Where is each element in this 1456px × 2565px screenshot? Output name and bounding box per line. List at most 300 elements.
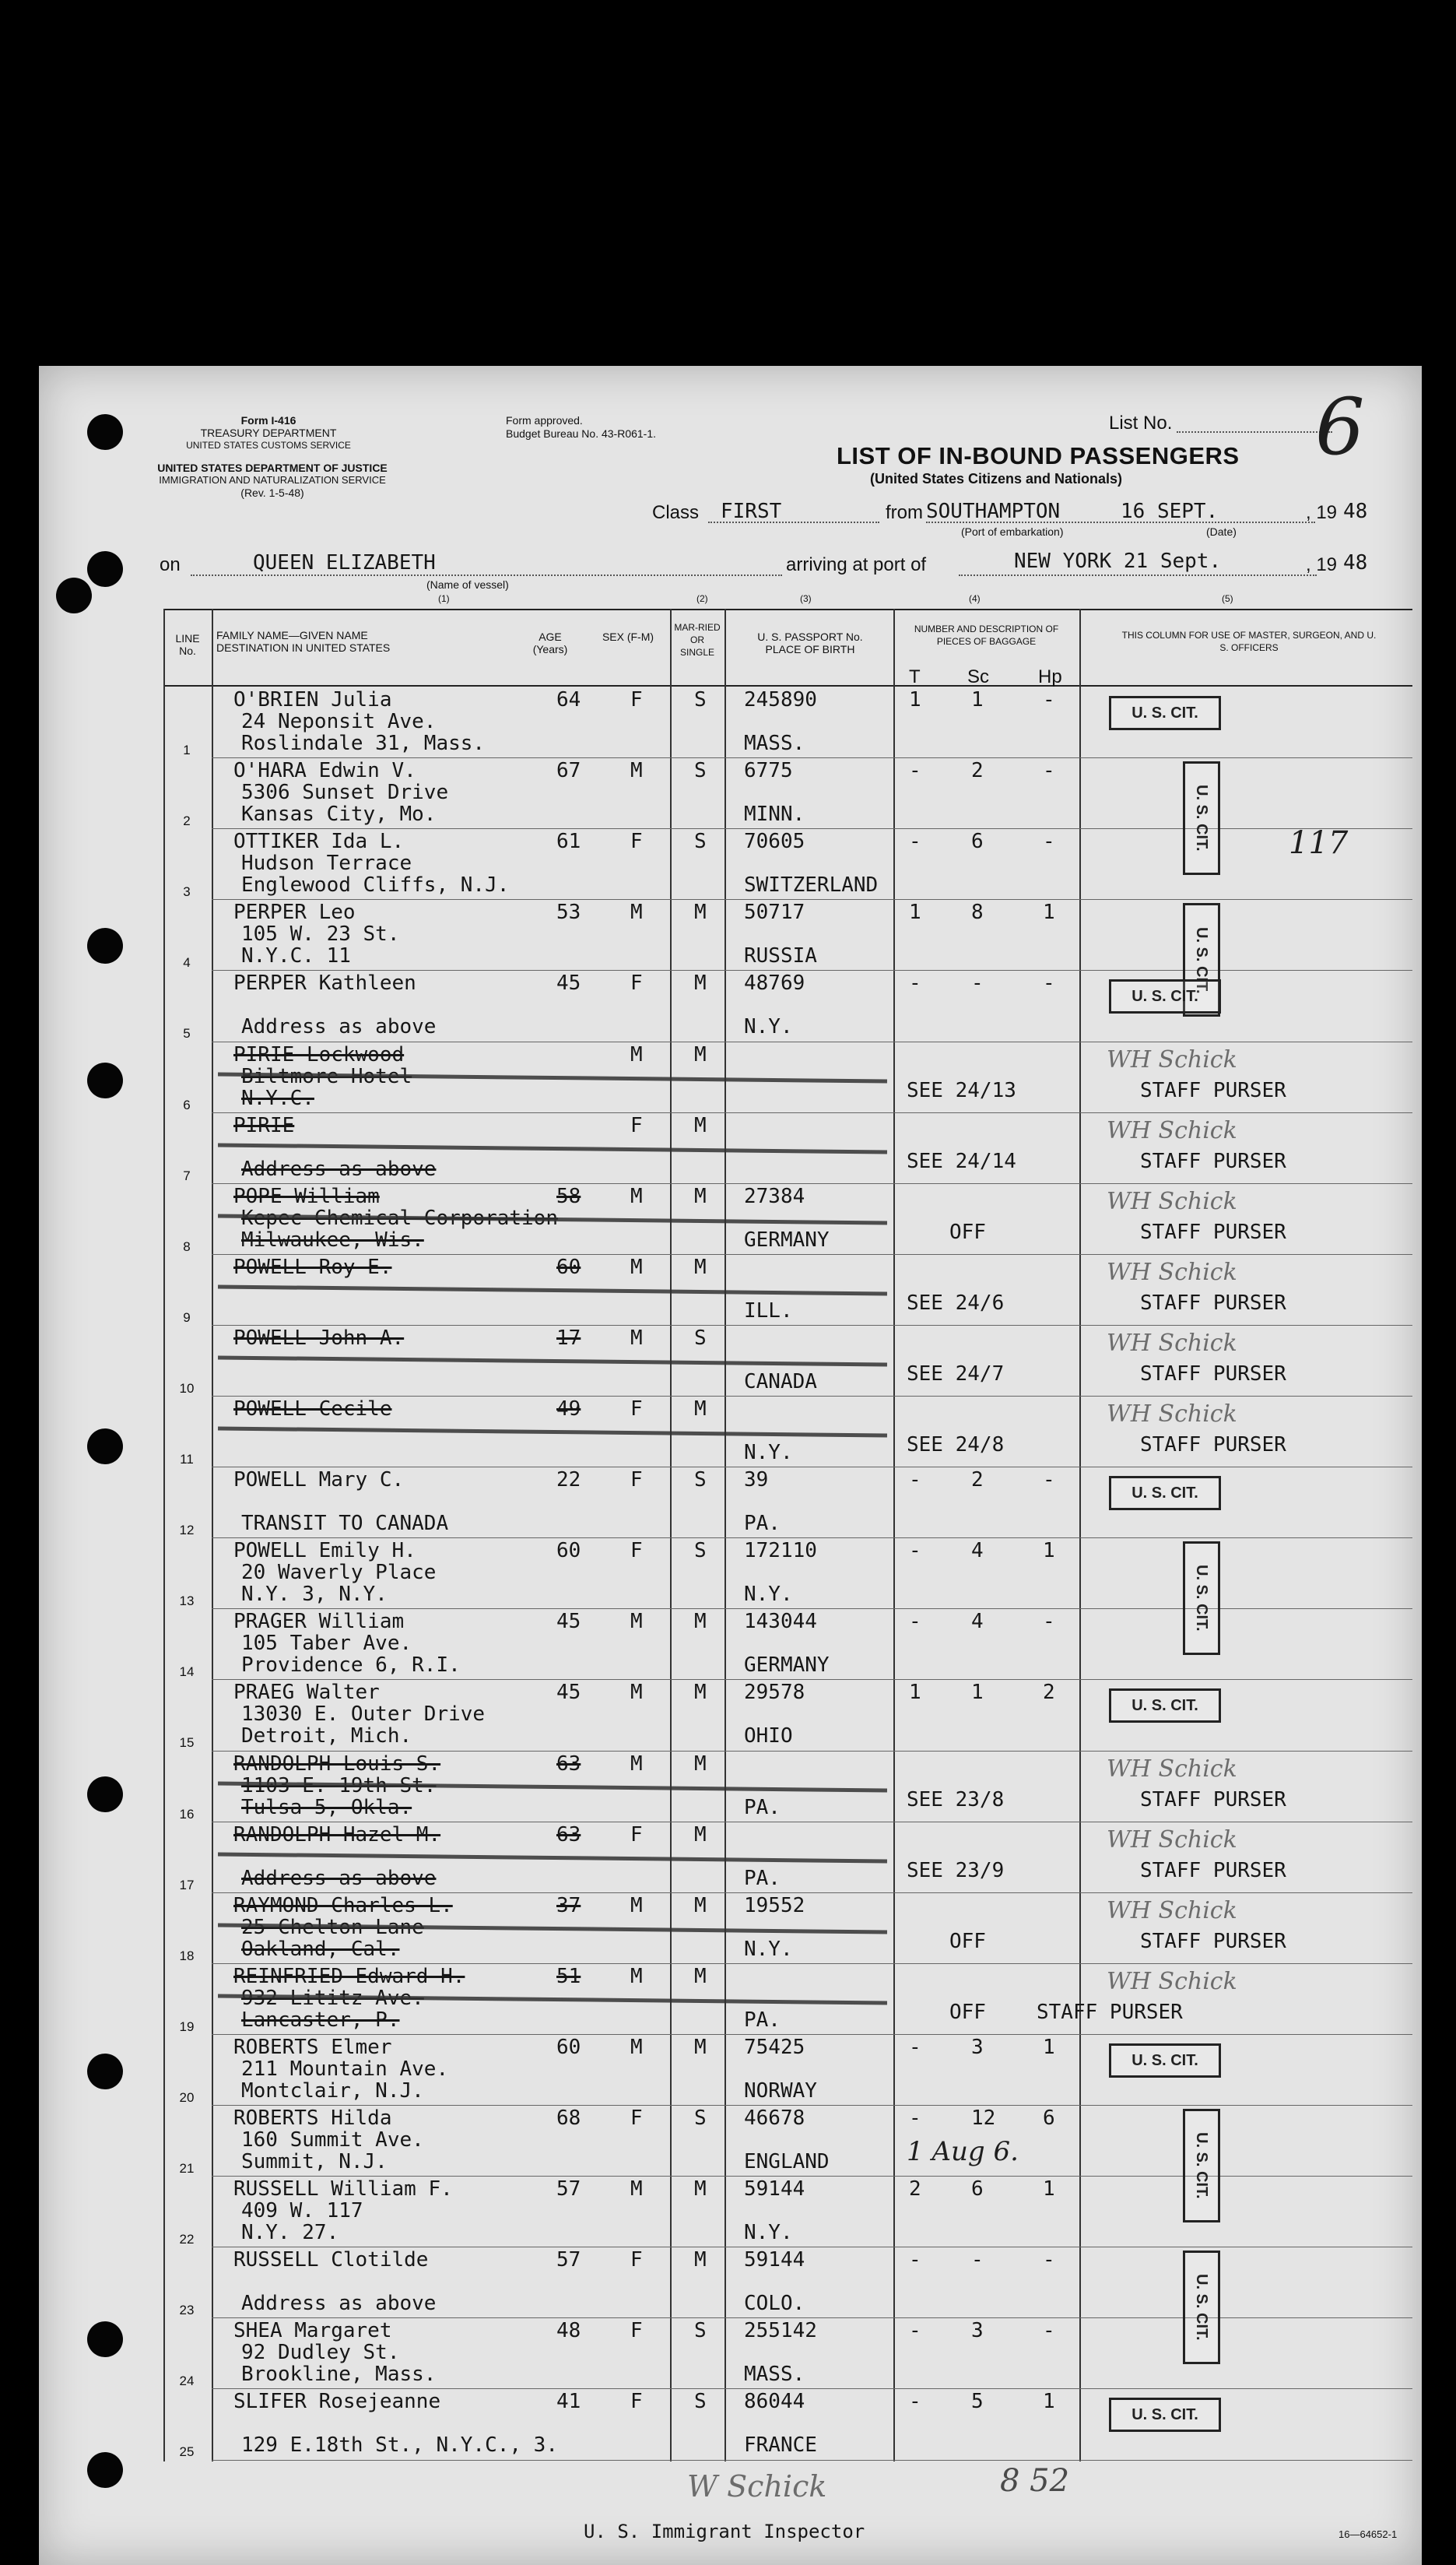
passenger-sex: F <box>630 2248 643 2272</box>
row-line-number: 19 <box>179 2019 195 2034</box>
passport-number: 245890 <box>744 688 817 712</box>
row-divider <box>212 1751 1412 1752</box>
passenger-sex: F <box>630 1468 643 1492</box>
form-subtitle: (United States Citizens and Nationals) <box>870 471 1123 487</box>
vessel-name: QUEEN ELIZABETH <box>253 551 436 574</box>
staff-purser-initials: WH Schick <box>1107 1045 1237 1073</box>
baggage-suitcases: - <box>971 2248 984 2272</box>
passenger-sex: M <box>630 1752 643 1776</box>
col-divider <box>893 609 895 2461</box>
row-line-number: 15 <box>179 1735 195 1751</box>
col-divider <box>212 609 213 2461</box>
us-cit-stamp: U. S. CIT. <box>1109 696 1221 730</box>
staff-purser-label: STAFF PURSER <box>1140 1858 1286 1882</box>
passenger-age: 41 <box>556 2390 581 2414</box>
passenger-sex: M <box>630 759 643 783</box>
passenger-sex: M <box>630 1184 643 1208</box>
ins-label: IMMIGRATION AND NATURALIZATION SERVICE <box>159 474 386 486</box>
passenger-sex: F <box>630 2390 643 2414</box>
passenger-name: PERPER Kathleen <box>233 972 416 996</box>
baggage-suitcases: 4 <box>971 1610 984 1634</box>
class-value: FIRST <box>721 500 782 523</box>
row-divider <box>212 1679 1412 1680</box>
passenger-name: POPE William <box>233 1184 380 1208</box>
passenger-address-2: Milwaukee, Wis. <box>241 1228 424 1252</box>
passenger-age: 60 <box>556 1255 581 1279</box>
row-divider <box>212 2460 1412 2461</box>
passenger-address-2: Brookline, Mass. <box>241 2363 437 2387</box>
row-line-number: 6 <box>183 1097 191 1112</box>
passenger-marital-status: S <box>694 688 707 712</box>
strike-through-line <box>218 1143 887 1154</box>
passenger-name: POWELL John A. <box>233 1326 405 1350</box>
baggage-trunks: - <box>909 2035 921 2059</box>
passport-number: 50717 <box>744 901 805 925</box>
place-of-birth: RUSSIA <box>744 944 817 968</box>
baggage-handwritten-note: 1 Aug 6. <box>907 2136 1019 2167</box>
baggage-suitcases: 5 <box>971 2390 984 2414</box>
baggage-trunks: 2 <box>909 2177 921 2201</box>
passenger-marital-status: M <box>694 1397 707 1421</box>
passenger-sex: F <box>630 830 643 854</box>
baggage-trunks: - <box>909 972 921 996</box>
baggage-handpieces: 2 <box>1043 1681 1055 1705</box>
row-divider <box>212 970 1412 971</box>
date-caption: (Date) <box>1206 525 1237 538</box>
passenger-address-2: TRANSIT TO CANADA <box>241 1512 449 1536</box>
passenger-address-1: 13030 E. Outer Drive <box>241 1702 486 1727</box>
table-top-border <box>163 609 1412 610</box>
remark: SEE 23/8 <box>907 1787 1005 1811</box>
passport-number: 70605 <box>744 830 805 854</box>
header-officers: THIS COLUMN FOR USE OF MASTER, SURGEON, AND U. S. OFFICERS <box>1121 630 1377 653</box>
passenger-marital-status: M <box>694 2248 707 2272</box>
us-cit-stamp: U. S. CIT. <box>1109 1476 1221 1510</box>
place-of-birth: MASS. <box>744 2363 805 2387</box>
row-line-number: 11 <box>180 1452 194 1467</box>
passport-number: 143044 <box>744 1610 817 1634</box>
passenger-age: 57 <box>556 2248 581 2272</box>
passenger-name: POWELL Cecile <box>233 1397 392 1421</box>
baggage-handpieces: - <box>1043 1468 1055 1492</box>
passenger-address-2: Oakland, Cal. <box>241 1937 400 1961</box>
passenger-sex: M <box>630 1255 643 1279</box>
passenger-age: 48 <box>556 2319 581 2343</box>
passenger-marital-status: M <box>694 1113 707 1137</box>
passenger-address-2: Roslindale 31, Mass. <box>241 732 486 755</box>
passenger-age: 58 <box>556 1184 581 1208</box>
staff-purser-initials: WH Schick <box>1107 1896 1237 1924</box>
customs-service: UNITED STATES CUSTOMS SERVICE <box>186 440 351 451</box>
baggage-suitcases: 4 <box>971 1539 984 1563</box>
passenger-marital-status: S <box>694 2390 707 2414</box>
row-line-number: 14 <box>179 1664 195 1680</box>
place-of-birth: FRANCE <box>744 2433 817 2458</box>
passenger-age: 68 <box>556 2106 581 2130</box>
from-value: SOUTHAMPTON <box>926 500 1061 523</box>
passport-number: 75425 <box>744 2035 805 2059</box>
row-line-number: 18 <box>179 1948 195 1963</box>
place-of-birth: N.Y. <box>744 2221 793 2245</box>
staff-purser-label: STAFF PURSER <box>1140 1362 1286 1386</box>
passenger-marital-status: M <box>694 1893 707 1917</box>
form-approved: Form approved. <box>506 414 583 427</box>
punch-hole <box>87 414 123 450</box>
remark: SEE 24/6 <box>907 1291 1005 1315</box>
passenger-marital-status: M <box>694 1610 707 1634</box>
baggage-trunks: 1 <box>909 688 921 712</box>
passenger-name: POWELL Roy E. <box>233 1255 392 1279</box>
header-married: MAR-RIED OR SINGLE <box>674 622 721 658</box>
from-label: from <box>886 502 923 523</box>
passenger-sex: F <box>630 1113 643 1137</box>
baggage-handpieces: - <box>1043 688 1055 712</box>
row-divider <box>212 1608 1412 1609</box>
baggage-suitcases: 8 <box>971 901 984 925</box>
port-caption: (Port of embarkation) <box>961 525 1064 538</box>
col-divider <box>670 609 672 2461</box>
punch-hole <box>87 551 123 587</box>
passenger-address-2: Montclair, N.J. <box>241 2078 424 2103</box>
passenger-age: 61 <box>556 830 581 854</box>
vessel-line <box>191 574 782 576</box>
passport-number: 27384 <box>744 1184 805 1208</box>
staff-purser-initials: WH Schick <box>1107 1116 1237 1144</box>
passenger-name: ROBERTS Elmer <box>233 2035 392 2059</box>
remark: OFF <box>949 1929 986 1953</box>
passenger-marital-status: M <box>694 1042 707 1066</box>
punch-hole <box>87 2452 123 2488</box>
passenger-age: 63 <box>556 1752 581 1776</box>
passenger-age: 17 <box>556 1326 581 1350</box>
passenger-name: O'HARA Edwin V. <box>233 759 416 783</box>
us-cit-stamp: U. S. CIT. <box>1109 2398 1221 2432</box>
row-divider <box>212 1963 1412 1964</box>
punch-hole <box>87 1776 123 1812</box>
baggage-suitcases: 3 <box>971 2319 984 2343</box>
year1: 48 <box>1343 500 1368 523</box>
place-of-birth: ENGLAND <box>744 2150 830 2173</box>
header-passport: U. S. PASSPORT No. PLACE OF BIRTH <box>757 631 863 655</box>
remark: SEE 24/7 <box>907 1362 1005 1386</box>
place-of-birth: CANADA <box>744 1369 817 1393</box>
passenger-name: OTTIKER Ida L. <box>233 830 405 854</box>
punch-hole <box>87 1063 123 1098</box>
col-divider <box>1079 609 1081 2461</box>
row-line-number: 21 <box>179 2161 195 2176</box>
passport-number: 86044 <box>744 2390 805 2414</box>
passenger-age: 67 <box>556 759 581 783</box>
place-of-birth: GERMANY <box>744 1228 830 1252</box>
us-cit-stamp: U. S. CIT. <box>1183 2251 1220 2364</box>
remark: OFF <box>949 2000 986 2024</box>
col-num-4: (4) <box>969 593 981 604</box>
passenger-address-2: Kansas City, Mo. <box>241 803 437 827</box>
punch-hole <box>87 2321 123 2357</box>
passenger-name: PIRIE <box>233 1113 295 1137</box>
passenger-marital-status: S <box>694 1468 707 1492</box>
year2: 48 <box>1343 551 1368 574</box>
baggage-trunks: - <box>909 2319 921 2343</box>
passenger-address-2: N.Y.C. 11 <box>241 944 351 968</box>
baggage-trunks: 1 <box>909 1681 921 1705</box>
row-divider <box>212 2034 1412 2035</box>
budget-bureau: Budget Bureau No. 43-R061-1. <box>506 427 657 440</box>
passenger-age: 45 <box>556 1681 581 1705</box>
passenger-name: POWELL Emily H. <box>233 1539 416 1563</box>
baggage-trunks: - <box>909 2248 921 2272</box>
passenger-address-1: Hudson Terrace <box>241 852 412 876</box>
passenger-sex: M <box>630 2177 643 2201</box>
baggage-handpieces: 1 <box>1043 1539 1055 1563</box>
arriving-label: arriving at port of <box>786 554 927 575</box>
row-line-number: 7 <box>183 1168 191 1183</box>
passenger-marital-status: M <box>694 901 707 925</box>
passenger-marital-status: M <box>694 1752 707 1776</box>
passenger-marital-status: M <box>694 2177 707 2201</box>
place-of-birth: PA. <box>744 1795 781 1819</box>
row-line-number: 5 <box>183 1026 191 1042</box>
us-cit-stamp: U. S. CIT. <box>1109 2043 1221 2078</box>
passenger-marital-status: M <box>694 1822 707 1846</box>
passenger-address-2: N.Y. 27. <box>241 2221 339 2245</box>
passenger-sex: M <box>630 1326 643 1350</box>
passenger-marital-status: S <box>694 2319 707 2343</box>
header-name: FAMILY NAME—GIVEN NAME DESTINATION IN UNITED STATES <box>216 629 391 654</box>
header-bag-sc: Sc <box>967 666 990 687</box>
passenger-address-1: 160 Summit Ave. <box>241 2128 424 2152</box>
col-num-3: (3) <box>800 593 812 604</box>
col-num-5: (5) <box>1222 593 1233 604</box>
passenger-marital-status: S <box>694 830 707 854</box>
row-divider <box>212 1112 1412 1113</box>
row-line-number: 23 <box>179 2303 195 2318</box>
row-divider <box>212 1892 1412 1893</box>
passenger-age: 57 <box>556 2177 581 2201</box>
staff-purser-label: STAFF PURSER <box>1140 1149 1286 1173</box>
punch-hole <box>56 578 92 613</box>
baggage-trunks: 1 <box>909 901 921 925</box>
on-label: on <box>160 554 181 575</box>
baggage-handpieces: - <box>1043 2319 1055 2343</box>
row-divider <box>212 2105 1412 2106</box>
passenger-address-2: Address as above <box>241 1015 437 1039</box>
col-num-2: (2) <box>696 593 708 604</box>
passenger-name: O'BRIEN Julia <box>233 688 392 712</box>
place-of-birth: PA. <box>744 2008 781 2032</box>
class-line <box>708 522 879 523</box>
list-no-label: List No. <box>1109 413 1173 434</box>
header-sex: SEX (F-M) <box>602 631 654 643</box>
place-of-birth: PA. <box>744 1512 781 1536</box>
passport-number: 172110 <box>744 1539 817 1563</box>
passenger-address-2: Englewood Cliffs, N.J. <box>241 873 510 898</box>
row-divider <box>212 2176 1412 2177</box>
row-divider <box>212 1254 1412 1255</box>
passenger-sex: M <box>630 1681 643 1705</box>
baggage-suitcases: 1 <box>971 688 984 712</box>
passenger-address-1: 5306 Sunset Drive <box>241 781 449 805</box>
passenger-sex: F <box>630 1397 643 1421</box>
baggage-suitcases: 12 <box>971 2106 996 2130</box>
from-line <box>926 522 1315 523</box>
passenger-age: 22 <box>556 1468 581 1492</box>
passenger-marital-status: M <box>694 1681 707 1705</box>
footer-code: 16—64652-1 <box>1338 2528 1398 2540</box>
us-cit-stamp: U. S. CIT. <box>1109 1688 1221 1723</box>
passenger-age: 37 <box>556 1893 581 1917</box>
passenger-sex: F <box>630 972 643 996</box>
passenger-marital-status: S <box>694 1539 707 1563</box>
baggage-trunks: - <box>909 1539 921 1563</box>
row-line-number: 10 <box>179 1380 195 1396</box>
passenger-address-2: Address as above <box>241 1866 437 1890</box>
row-line-number: 16 <box>179 1806 195 1822</box>
row-line-number: 9 <box>183 1309 191 1325</box>
passenger-address-2: Summit, N.J. <box>241 2150 388 2173</box>
passenger-name: ROBERTS Hilda <box>233 2106 392 2130</box>
passenger-name: PIRIE Lockwood <box>233 1042 405 1066</box>
staff-purser-initials: WH Schick <box>1107 1825 1237 1853</box>
form-number: Form I-416 <box>240 414 296 427</box>
doj-label: UNITED STATES DEPARTMENT OF JUSTICE <box>157 462 388 474</box>
arrival-port: NEW YORK 21 Sept. <box>1014 550 1222 573</box>
place-of-birth: MASS. <box>744 732 805 755</box>
baggage-handpieces: 1 <box>1043 2390 1055 2414</box>
us-cit-stamp: U. S. CIT. <box>1109 979 1221 1014</box>
year1-prefix: , 19 <box>1306 502 1338 523</box>
baggage-suitcases: 6 <box>971 2177 984 2201</box>
punch-hole <box>87 1428 123 1464</box>
passenger-sex: M <box>630 1042 643 1066</box>
table-header-border <box>163 685 1412 687</box>
passenger-name: RANDOLPH Louis S. <box>233 1752 441 1776</box>
passenger-address-1: 105 Taber Ave. <box>241 1632 412 1656</box>
baggage-handpieces: 6 <box>1043 2106 1055 2130</box>
strike-through-line <box>218 1284 887 1295</box>
class-label: Class <box>652 502 700 523</box>
row-divider <box>212 757 1412 758</box>
col-divider <box>724 609 726 2461</box>
baggage-trunks: - <box>909 2390 921 2414</box>
passenger-sex: M <box>630 2035 643 2059</box>
place-of-birth: NORWAY <box>744 2078 817 2103</box>
passport-number: 46678 <box>744 2106 805 2130</box>
staff-purser-initials: WH Schick <box>1107 1329 1237 1357</box>
place-of-birth: SWITZERLAND <box>744 873 879 898</box>
place-of-birth: COLO. <box>744 2292 805 2316</box>
remark: SEE 24/8 <box>907 1433 1005 1456</box>
row-line-number: 22 <box>179 2232 195 2247</box>
passenger-age: 60 <box>556 2035 581 2059</box>
passenger-marital-status: M <box>694 1964 707 1988</box>
us-cit-stamp: U. S. CIT. <box>1183 1541 1220 1655</box>
staff-purser-label: STAFF PURSER <box>1140 1220 1286 1244</box>
form-title: LIST OF IN-BOUND PASSENGERS <box>837 442 1240 469</box>
row-line-number: 13 <box>179 1593 195 1609</box>
passenger-marital-status: M <box>694 1255 707 1279</box>
passport-number: 19552 <box>744 1893 805 1917</box>
us-cit-stamp: U. S. CIT. <box>1183 761 1220 875</box>
row-line-number: 12 <box>179 1523 195 1538</box>
place-of-birth: N.Y. <box>744 1441 793 1464</box>
strike-through-line <box>218 1355 887 1366</box>
passenger-address-2: Address as above <box>241 2292 437 2316</box>
baggage-trunks: - <box>909 1468 921 1492</box>
passenger-name: RUSSELL Clotilde <box>233 2248 429 2272</box>
passenger-address-2: 129 E.18th St., N.Y.C., 3. <box>241 2433 558 2458</box>
passenger-marital-status: M <box>694 1184 707 1208</box>
baggage-trunks: - <box>909 2106 921 2130</box>
header-age: AGE (Years) <box>532 631 568 655</box>
inspector-caption: U. S. Immigrant Inspector <box>584 2521 865 2542</box>
passenger-age: 64 <box>556 688 581 712</box>
inspector-signature: W Schick <box>687 2469 827 2504</box>
baggage-suitcases: 2 <box>971 759 984 783</box>
treasury-dept: TREASURY DEPARTMENT <box>200 427 337 439</box>
header-bag-hp: Hp <box>1038 666 1062 687</box>
place-of-birth: N.Y. <box>744 1015 793 1039</box>
col-divider <box>163 609 165 2461</box>
passenger-address-1: 20 Waverly Place <box>241 1561 437 1585</box>
row-line-number: 3 <box>183 884 191 900</box>
manifest-page <box>39 366 1422 2565</box>
passenger-age: 60 <box>556 1539 581 1563</box>
row-divider <box>212 1537 1412 1538</box>
place-of-birth: N.Y. <box>744 1937 793 1961</box>
baggage-suitcases: - <box>971 972 984 996</box>
passenger-sex: F <box>630 1539 643 1563</box>
passport-number: 59144 <box>744 2177 805 2201</box>
row-line-number: 8 <box>183 1239 191 1254</box>
passport-number: 59144 <box>744 2248 805 2272</box>
passenger-marital-status: M <box>694 972 707 996</box>
staff-purser-label: STAFF PURSER <box>1037 2000 1183 2024</box>
passenger-address-2: N.Y.C. <box>241 1086 314 1110</box>
passenger-sex: F <box>630 688 643 712</box>
place-of-birth: GERMANY <box>744 1653 830 1678</box>
punch-hole <box>87 928 123 964</box>
passenger-age: 63 <box>556 1822 581 1846</box>
baggage-handpieces: - <box>1043 1610 1055 1634</box>
passenger-name: RAYMOND Charles L. <box>233 1893 453 1917</box>
staff-purser-label: STAFF PURSER <box>1140 1929 1286 1953</box>
passenger-address-1: 105 W. 23 St. <box>241 922 400 947</box>
us-cit-stamp: U. S. CIT. <box>1183 903 1220 1017</box>
passenger-sex: F <box>630 2319 643 2343</box>
passenger-name: RUSSELL William F. <box>233 2177 453 2201</box>
remark: SEE 23/9 <box>907 1858 1005 1882</box>
passenger-name: SHEA Margaret <box>233 2319 392 2343</box>
baggage-trunks: - <box>909 759 921 783</box>
passenger-address-2: Lancaster, P. <box>241 2008 400 2032</box>
passenger-name: REINFRIED Edward H. <box>233 1964 465 1988</box>
passport-number: 6775 <box>744 759 793 783</box>
passenger-age: 45 <box>556 1610 581 1634</box>
baggage-handpieces: 1 <box>1043 2035 1055 2059</box>
staff-purser-label: STAFF PURSER <box>1140 1291 1286 1315</box>
place-of-birth: N.Y. <box>744 1583 793 1607</box>
place-of-birth: PA. <box>744 1866 781 1890</box>
from-date: 16 SEPT. <box>1121 500 1219 523</box>
row-divider <box>212 1325 1412 1326</box>
staff-purser-initials: WH Schick <box>1107 1258 1237 1286</box>
place-of-birth: MINN. <box>744 803 805 827</box>
header-line-no: LINE No. <box>175 632 200 657</box>
baggage-handpieces: - <box>1043 972 1055 996</box>
baggage-handpieces: 1 <box>1043 901 1055 925</box>
passenger-marital-status: M <box>694 2035 707 2059</box>
